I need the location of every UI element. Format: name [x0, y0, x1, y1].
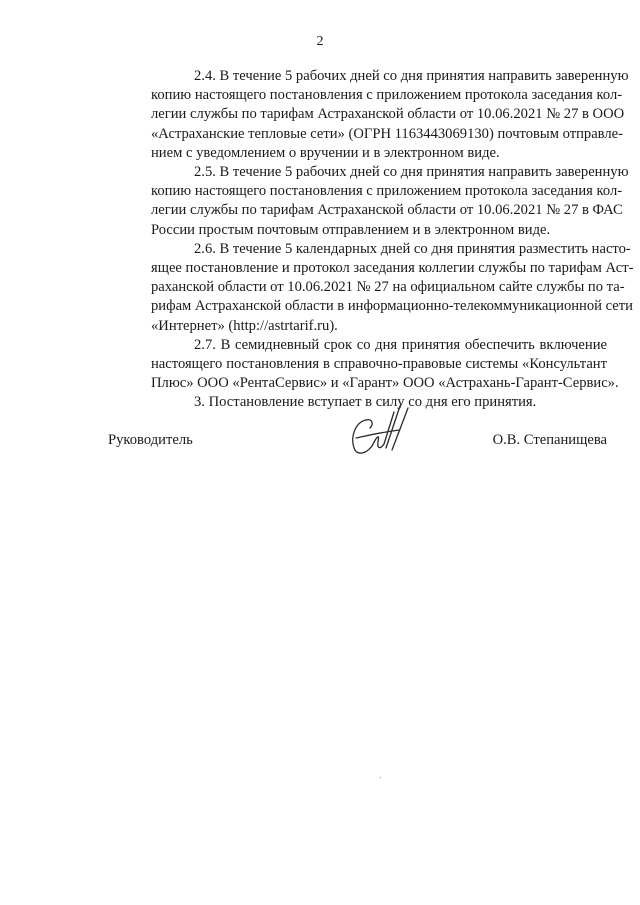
paragraph-line: рифам Астраханской области в информационно-телекоммуникационной сети [151, 298, 633, 315]
paragraph-line: «Астраханские тепловые сети» (ОГРН 1163443069130) почтовым отправле- [151, 125, 623, 142]
paragraph-line: легии службы по тарифам Астраханской области от 10.06.2021 № 27 в ООО [151, 106, 625, 123]
paragraph-line: 2.6. В течение 5 календарных дней со дня принятия разместить насто- [194, 240, 631, 257]
paragraph-2-7 [108, 336, 619, 394]
paragraph-line: настоящего постановления в справочно-правовые системы «Консультант [151, 356, 607, 373]
document-body [108, 67, 634, 413]
paragraph-2-4 [108, 67, 629, 163]
paragraph-line: 2.5. В течение 5 рабочих дней со дня принятия направить заверенную [194, 164, 629, 181]
paragraph-2-6 [108, 240, 634, 336]
paragraph-line: копию настоящего постановления с приложением протокола заседания кол- [151, 183, 623, 200]
signatory-title: Руководитель [108, 432, 193, 448]
paragraph-2-5 [108, 163, 629, 240]
paragraph-line: «Интернет» (http://astrtarif.ru). [151, 317, 338, 334]
paragraph-line: раханской области от 10.06.2021 № 27 на официальном сайте службы по та- [151, 279, 625, 296]
paragraph-line: ящее постановление и протокол заседания коллегии службы по тарифам Аст- [151, 260, 634, 277]
scan-speck [380, 777, 381, 778]
paragraph-line: России простым почтовым отправлением и в электронном виде. [151, 221, 551, 238]
paragraph-line: 2.4. В течение 5 рабочих дней со дня принятия направить заверенную [194, 68, 629, 84]
paragraph-line: копию настоящего постановления с приложением протокола заседания кол- [151, 87, 623, 104]
signatory-name: О.В. Степанищева [492, 432, 607, 448]
paragraph-line: легии службы по тарифам Астраханской области от 10.06.2021 № 27 в ФАС [151, 202, 623, 219]
page-number: 2 [316, 34, 324, 49]
paragraph-line: нием с уведомлением о вручении и в электронном виде. [151, 144, 500, 161]
paragraph-line: 2.7. В семидневный срок со дня принятия обеспечить включение [194, 336, 607, 353]
paragraph-line: Плюс» ООО «РентаСервис» и «Гарант» ООО «Астрахань-Гарант-Сервис». [151, 375, 619, 392]
handwritten-signature [342, 402, 422, 462]
paragraph-line: 3. Постановление вступает в силу со дня его принятия. [194, 394, 537, 411]
